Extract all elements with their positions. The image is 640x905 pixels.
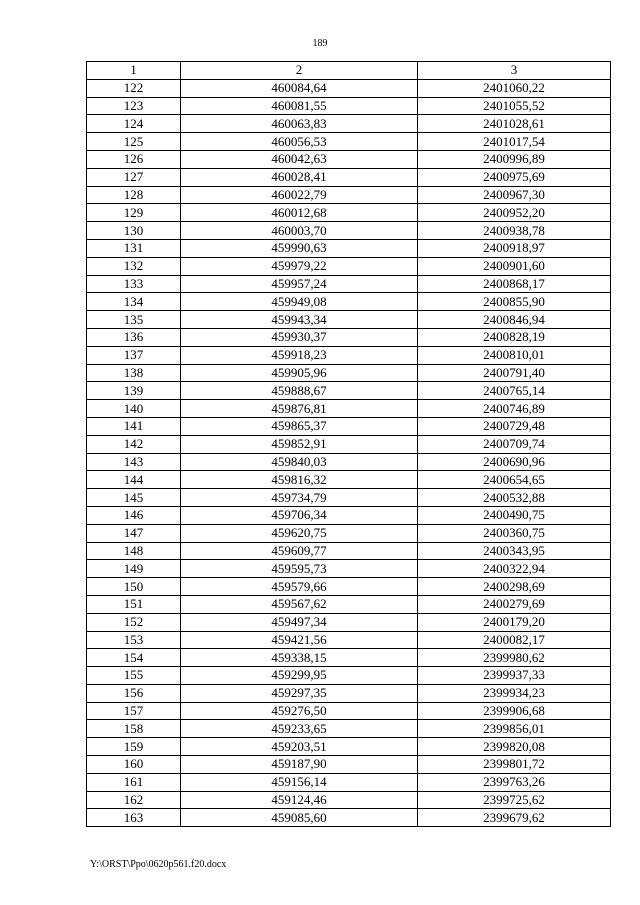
y-coordinate-cell: 2400868,17: [418, 275, 611, 293]
table-row: [87, 275, 611, 293]
x-coordinate-cell: 459852,91: [181, 435, 418, 453]
point-number-cell: 151: [87, 595, 181, 613]
table-row: [87, 578, 611, 596]
point-number-cell: 161: [87, 773, 181, 791]
y-coordinate-cell: 2400791,40: [418, 364, 611, 382]
y-coordinate-cell: 2400690,96: [418, 453, 611, 471]
y-coordinate-cell: 2400746,89: [418, 400, 611, 418]
table-row: [87, 631, 611, 649]
y-coordinate-cell: 2400709,74: [418, 435, 611, 453]
table-row: [87, 204, 611, 222]
x-coordinate-cell: 459949,08: [181, 293, 418, 311]
table-row: [87, 613, 611, 631]
table-row: [87, 417, 611, 435]
point-number-cell: 150: [87, 578, 181, 596]
x-coordinate-cell: 460063,83: [181, 115, 418, 133]
table-row: [87, 756, 611, 774]
y-coordinate-cell: 2400279,69: [418, 595, 611, 613]
table-row: [87, 133, 611, 151]
y-coordinate-cell: 2401017,54: [418, 133, 611, 151]
table-row: [87, 560, 611, 578]
point-number-cell: 125: [87, 133, 181, 151]
x-coordinate-cell: 459567,62: [181, 595, 418, 613]
point-number-cell: 137: [87, 346, 181, 364]
point-number-cell: 129: [87, 204, 181, 222]
x-coordinate-cell: 459124,46: [181, 791, 418, 809]
point-number-cell: 160: [87, 756, 181, 774]
y-coordinate-cell: 2400322,94: [418, 560, 611, 578]
column-header: 3: [418, 62, 611, 80]
x-coordinate-cell: 460084,64: [181, 79, 418, 97]
table-row: [87, 239, 611, 257]
point-number-cell: 144: [87, 471, 181, 489]
x-coordinate-cell: 459620,75: [181, 524, 418, 542]
table-row: [87, 809, 611, 827]
y-coordinate-cell: 2400855,90: [418, 293, 611, 311]
x-coordinate-cell: 459233,65: [181, 720, 418, 738]
x-coordinate-cell: 459497,34: [181, 613, 418, 631]
x-coordinate-cell: 459203,51: [181, 738, 418, 756]
point-number-cell: 140: [87, 400, 181, 418]
x-coordinate-cell: 459930,37: [181, 328, 418, 346]
table-row: [87, 311, 611, 329]
page-number: 189: [312, 38, 328, 49]
y-coordinate-cell: 2400901,60: [418, 257, 611, 275]
table-row: [87, 364, 611, 382]
point-number-cell: 142: [87, 435, 181, 453]
y-coordinate-cell: 2399980,62: [418, 649, 611, 667]
point-number-cell: 123: [87, 97, 181, 115]
point-number-cell: 131: [87, 239, 181, 257]
point-number-cell: 130: [87, 222, 181, 240]
table-row: [87, 293, 611, 311]
point-number-cell: 152: [87, 613, 181, 631]
y-coordinate-cell: 2400082,17: [418, 631, 611, 649]
point-number-cell: 162: [87, 791, 181, 809]
table-row: [87, 222, 611, 240]
y-coordinate-cell: 2399725,62: [418, 791, 611, 809]
point-number-cell: 134: [87, 293, 181, 311]
point-number-cell: 139: [87, 382, 181, 400]
y-coordinate-cell: 2400828,19: [418, 328, 611, 346]
y-coordinate-cell: 2399856,01: [418, 720, 611, 738]
table-row: [87, 79, 611, 97]
y-coordinate-cell: 2400938,78: [418, 222, 611, 240]
y-coordinate-cell: 2399820,08: [418, 738, 611, 756]
y-coordinate-cell: 2400179,20: [418, 613, 611, 631]
table-row: [87, 684, 611, 702]
x-coordinate-cell: 459905,96: [181, 364, 418, 382]
x-coordinate-cell: 459706,34: [181, 506, 418, 524]
y-coordinate-cell: 2400729,48: [418, 417, 611, 435]
x-coordinate-cell: 459957,24: [181, 275, 418, 293]
x-coordinate-cell: 460042,63: [181, 150, 418, 168]
x-coordinate-cell: 459276,50: [181, 702, 418, 720]
y-coordinate-cell: 2400654,65: [418, 471, 611, 489]
point-number-cell: 158: [87, 720, 181, 738]
point-number-cell: 154: [87, 649, 181, 667]
table-row: [87, 649, 611, 667]
x-coordinate-cell: 459595,73: [181, 560, 418, 578]
point-number-cell: 138: [87, 364, 181, 382]
y-coordinate-cell: 2400918,97: [418, 239, 611, 257]
table-row: [87, 97, 611, 115]
x-coordinate-cell: 460003,70: [181, 222, 418, 240]
y-coordinate-cell: 2399934,23: [418, 684, 611, 702]
point-number-cell: 126: [87, 150, 181, 168]
y-coordinate-cell: 2401060,22: [418, 79, 611, 97]
x-coordinate-cell: 459299,95: [181, 667, 418, 685]
x-coordinate-cell: 459579,66: [181, 578, 418, 596]
table-header-row: [87, 62, 611, 80]
y-coordinate-cell: 2400298,69: [418, 578, 611, 596]
table-row: [87, 328, 611, 346]
point-number-cell: 136: [87, 328, 181, 346]
x-coordinate-cell: 459840,03: [181, 453, 418, 471]
x-coordinate-cell: 459979,22: [181, 257, 418, 275]
point-number-cell: 146: [87, 506, 181, 524]
point-number-cell: 163: [87, 809, 181, 827]
point-number-cell: 122: [87, 79, 181, 97]
x-coordinate-cell: 459297,35: [181, 684, 418, 702]
y-coordinate-cell: 2400846,94: [418, 311, 611, 329]
x-coordinate-cell: 460081,55: [181, 97, 418, 115]
y-coordinate-cell: 2401055,52: [418, 97, 611, 115]
point-number-cell: 135: [87, 311, 181, 329]
x-coordinate-cell: 459816,32: [181, 471, 418, 489]
y-coordinate-cell: 2400343,95: [418, 542, 611, 560]
point-number-cell: 148: [87, 542, 181, 560]
table-row: [87, 506, 611, 524]
table-body: [87, 79, 611, 826]
y-coordinate-cell: 2400765,14: [418, 382, 611, 400]
y-coordinate-cell: 2400996,89: [418, 150, 611, 168]
point-number-cell: 133: [87, 275, 181, 293]
x-coordinate-cell: 459421,56: [181, 631, 418, 649]
x-coordinate-cell: 460056,53: [181, 133, 418, 151]
point-number-cell: 132: [87, 257, 181, 275]
y-coordinate-cell: 2399937,33: [418, 667, 611, 685]
x-coordinate-cell: 459085,60: [181, 809, 418, 827]
y-coordinate-cell: 2400360,75: [418, 524, 611, 542]
point-number-cell: 157: [87, 702, 181, 720]
coordinates-table: [86, 61, 611, 827]
table-row: [87, 702, 611, 720]
y-coordinate-cell: 2400490,75: [418, 506, 611, 524]
point-number-cell: 141: [87, 417, 181, 435]
y-coordinate-cell: 2399906,68: [418, 702, 611, 720]
point-number-cell: 143: [87, 453, 181, 471]
y-coordinate-cell: 2399679,62: [418, 809, 611, 827]
point-number-cell: 145: [87, 489, 181, 507]
y-coordinate-cell: 2400952,20: [418, 204, 611, 222]
x-coordinate-cell: 459918,23: [181, 346, 418, 364]
table-row: [87, 720, 611, 738]
x-coordinate-cell: 459943,34: [181, 311, 418, 329]
table-row: [87, 667, 611, 685]
column-header: 1: [87, 62, 181, 80]
table-row: [87, 346, 611, 364]
x-coordinate-cell: 459187,90: [181, 756, 418, 774]
table-row: [87, 257, 611, 275]
table-row: [87, 595, 611, 613]
table-row: [87, 150, 611, 168]
y-coordinate-cell: 2400975,69: [418, 168, 611, 186]
y-coordinate-cell: 2400810,01: [418, 346, 611, 364]
point-number-cell: 153: [87, 631, 181, 649]
table-row: [87, 115, 611, 133]
table-row: [87, 168, 611, 186]
x-coordinate-cell: 459865,37: [181, 417, 418, 435]
x-coordinate-cell: 459338,15: [181, 649, 418, 667]
column-header: 2: [181, 62, 418, 80]
y-coordinate-cell: 2399763,26: [418, 773, 611, 791]
point-number-cell: 155: [87, 667, 181, 685]
table-row: [87, 542, 611, 560]
table-row: [87, 471, 611, 489]
x-coordinate-cell: 459876,81: [181, 400, 418, 418]
file-path-footer: Y:\ORST\Ppo\0620p561.f20.docx: [90, 859, 227, 870]
point-number-cell: 159: [87, 738, 181, 756]
table-row: [87, 400, 611, 418]
x-coordinate-cell: 460012,68: [181, 204, 418, 222]
point-number-cell: 149: [87, 560, 181, 578]
point-number-cell: 128: [87, 186, 181, 204]
x-coordinate-cell: 459888,67: [181, 382, 418, 400]
table-row: [87, 186, 611, 204]
table-row: [87, 738, 611, 756]
point-number-cell: 147: [87, 524, 181, 542]
table-row: [87, 489, 611, 507]
x-coordinate-cell: 459156,14: [181, 773, 418, 791]
x-coordinate-cell: 459990,63: [181, 239, 418, 257]
table-row: [87, 453, 611, 471]
point-number-cell: 127: [87, 168, 181, 186]
point-number-cell: 124: [87, 115, 181, 133]
x-coordinate-cell: 460022,79: [181, 186, 418, 204]
x-coordinate-cell: 459609,77: [181, 542, 418, 560]
table-row: [87, 773, 611, 791]
table-row: [87, 435, 611, 453]
y-coordinate-cell: 2399801,72: [418, 756, 611, 774]
table-row: [87, 524, 611, 542]
y-coordinate-cell: 2400967,30: [418, 186, 611, 204]
y-coordinate-cell: 2401028,61: [418, 115, 611, 133]
table-row: [87, 382, 611, 400]
table-row: [87, 791, 611, 809]
x-coordinate-cell: 459734,79: [181, 489, 418, 507]
y-coordinate-cell: 2400532,88: [418, 489, 611, 507]
x-coordinate-cell: 460028,41: [181, 168, 418, 186]
point-number-cell: 156: [87, 684, 181, 702]
